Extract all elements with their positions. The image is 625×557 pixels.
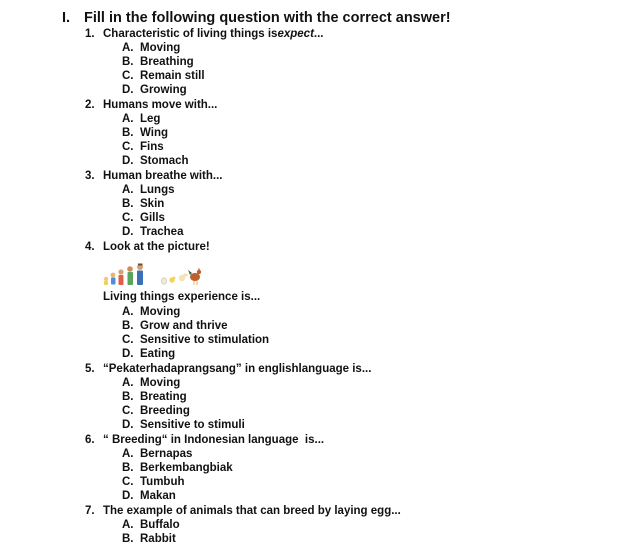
chicken-growth-icon	[161, 268, 201, 285]
human-growth-icon	[104, 264, 143, 286]
question-text: Characteristic of living things is	[103, 28, 278, 40]
option: B. Grow and thrive	[122, 320, 228, 332]
option: B. Wing	[122, 127, 168, 139]
question-number: 7.	[85, 505, 95, 517]
question-text-italic: expect	[277, 28, 314, 40]
option: D. Stomach	[122, 155, 189, 167]
question-6	[85, 434, 324, 446]
question-text: “ Breeding“ in Indonesian language is...	[103, 434, 325, 446]
option: A. Lungs	[122, 184, 175, 196]
option: A. Buffalo	[122, 519, 180, 531]
question-7	[85, 505, 401, 517]
question-text: Human breathe with...	[103, 170, 223, 182]
option: D. Trachea	[122, 226, 184, 238]
question-text-ellipsis: ...	[313, 28, 324, 40]
option: A. Moving	[122, 42, 181, 54]
question-number: 4.	[85, 241, 95, 253]
option: A. Leg	[122, 113, 161, 125]
question-text: Humans move with...	[103, 99, 218, 111]
option: C. Tumbuh	[122, 476, 185, 488]
option: B. Berkembangbiak	[122, 462, 233, 474]
option: A. Bernapas	[122, 448, 193, 460]
section-heading	[62, 10, 451, 26]
question-text: “Pekaterhadaprangsang” in englishlanguage is...	[103, 363, 372, 375]
option: C. Sensitive to stimulation	[122, 334, 270, 346]
option: A. Moving	[122, 306, 181, 318]
option: B. Breathing	[122, 56, 194, 68]
question-4-subtext: Living things experience is...	[103, 291, 261, 303]
question-text: The example of animals that can breed by laying egg...	[103, 505, 401, 517]
option: D. Growing	[122, 84, 187, 96]
option: C. Gills	[122, 212, 165, 224]
option: D. Makan	[122, 490, 176, 502]
section-title: Fill in the following question with the correct answer!	[84, 10, 451, 26]
option: B. Breating	[122, 391, 187, 403]
question-3	[85, 170, 223, 182]
question-number: 2.	[85, 99, 95, 111]
option: A. Moving	[122, 377, 181, 389]
option: D. Eating	[122, 348, 176, 360]
question-text: Look at the picture!	[103, 241, 210, 253]
option: D. Sensitive to stimuli	[122, 419, 245, 431]
question-number: 6.	[85, 434, 95, 446]
growth-stages-illustration-icon	[102, 258, 206, 286]
option: C. Remain still	[122, 70, 205, 82]
question-number: 3.	[85, 170, 95, 182]
question-2	[85, 99, 217, 111]
section-number: I.	[62, 10, 71, 26]
option: B. Rabbit	[122, 533, 176, 545]
question-1	[85, 28, 324, 40]
question-number: 1.	[85, 28, 95, 40]
option: B. Skin	[122, 198, 165, 210]
question-4	[85, 241, 210, 253]
option: C. Breeding	[122, 405, 190, 417]
option: C. Fins	[122, 141, 164, 153]
question-5	[85, 363, 371, 375]
question-number: 5.	[85, 363, 95, 375]
